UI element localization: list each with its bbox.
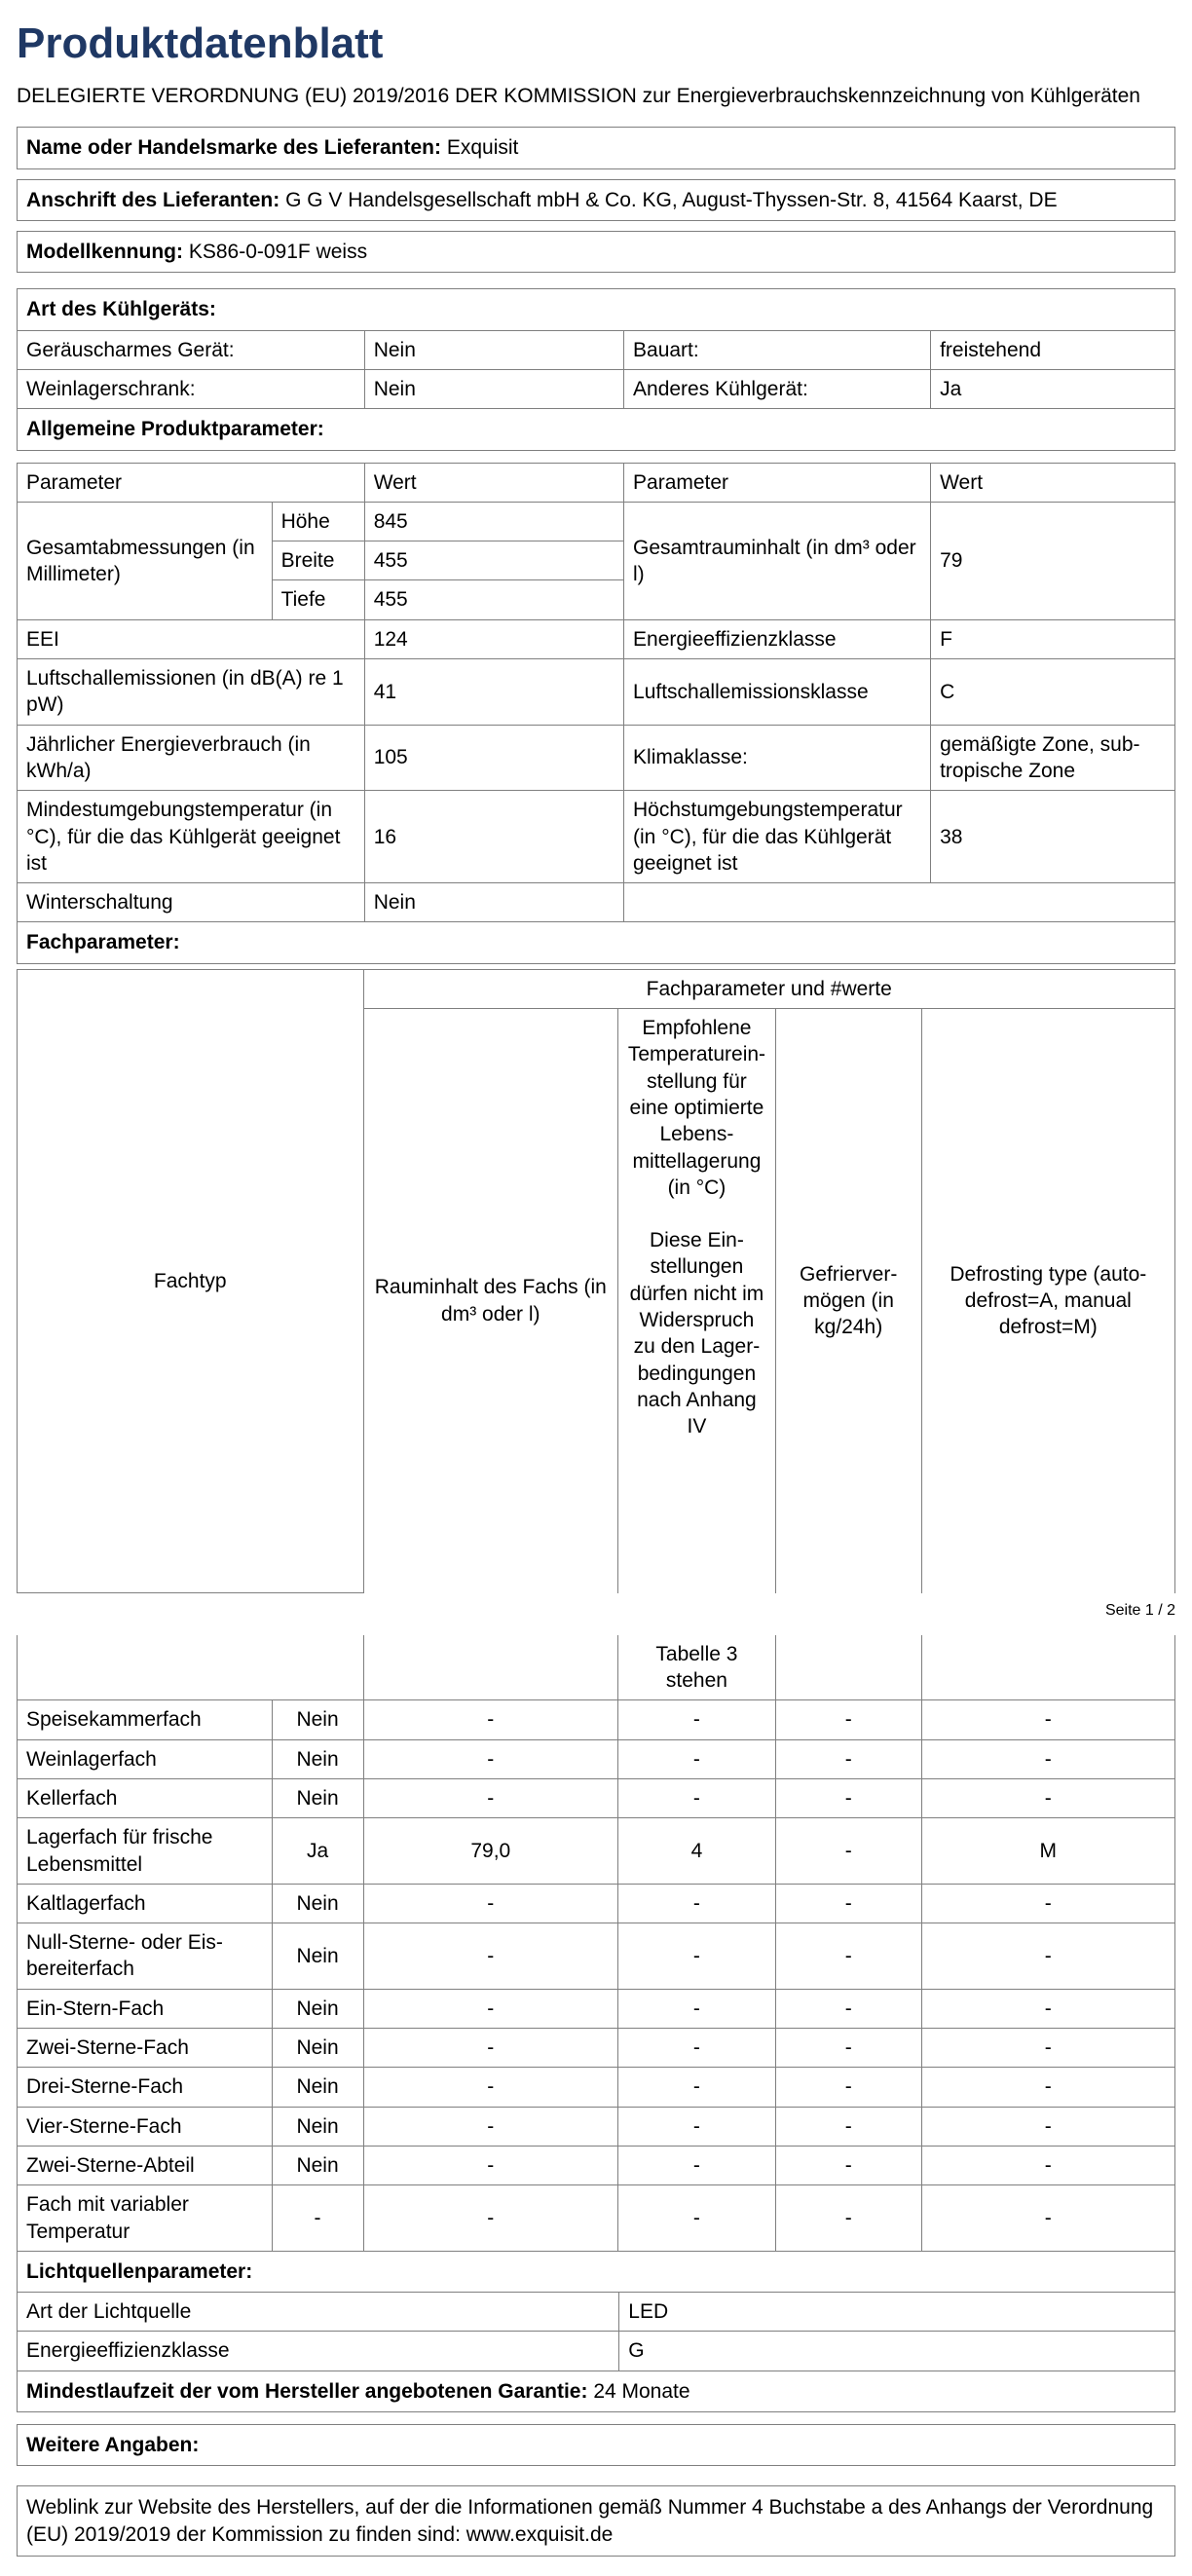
dimension-sub-label-cell: Tiefe xyxy=(272,580,364,619)
param-value-cell: gemäßigte Zone, subtropische Zone xyxy=(931,725,1175,791)
compartment-freeze-cell: - xyxy=(775,2068,921,2107)
empty-cell xyxy=(363,1635,618,1700)
compartment-defrost-cell: - xyxy=(921,1923,1174,1990)
compartment-temp-cell: - xyxy=(618,2107,776,2146)
dimension-sub-value-cell: 845 xyxy=(364,502,623,541)
temp-header-paragraph-2: Diese Einstellungen dürfen nicht im Widerspruch zu den Lagerbedingungen nach Anhang IV xyxy=(629,1229,764,1438)
compartment-temp-cell: 4 xyxy=(618,1818,776,1885)
light-param-label-cell: Art der Lichtquelle xyxy=(18,2293,619,2332)
device-type-value-cell: Nein xyxy=(364,369,623,408)
param-label-cell: EEI xyxy=(18,619,365,658)
compartment-volume-cell: - xyxy=(363,1884,618,1923)
compartment-temp-cell: - xyxy=(618,2185,776,2252)
compartment-present-cell: Nein xyxy=(272,2068,363,2107)
device-type-table xyxy=(17,330,1175,410)
guarantee-label: Mindestlaufzeit der vom Hersteller angebotenen Garantie: xyxy=(26,2379,588,2403)
compartment-temp-cell: - xyxy=(618,2068,776,2107)
col-header-wert: Wert xyxy=(931,463,1175,502)
compartment-freeze-cell: - xyxy=(775,1923,921,1990)
compartment-row xyxy=(18,1989,1175,2028)
compartment-volume-cell: - xyxy=(363,2146,618,2184)
dimension-sub-label-cell: Höhe xyxy=(272,502,364,541)
compartment-volume-cell: - xyxy=(363,1739,618,1778)
compartment-freeze-cell: - xyxy=(775,1739,921,1778)
compartment-defrost-cell: - xyxy=(921,1739,1174,1778)
compartment-row xyxy=(18,1700,1175,1739)
guarantee-value: 24 Monate xyxy=(593,2379,690,2403)
device-type-label-cell: Anderes Kühlgerät: xyxy=(624,369,931,408)
empty-cell xyxy=(18,1635,364,1700)
compartment-defrost-cell: - xyxy=(921,2068,1174,2107)
compartment-name-cell: Kaltlagerfach xyxy=(18,1884,273,1923)
light-param-label-cell: Energieeffizienzklasse xyxy=(18,2332,619,2371)
section-general-params: Allgemeine Produktparameter: xyxy=(17,408,1175,450)
compartment-row xyxy=(18,1923,1175,1990)
device-type-label-cell: Bauart: xyxy=(624,330,931,369)
light-param-value-cell: LED xyxy=(619,2293,1175,2332)
compartment-name-cell: Lagerfach für frische Lebensmittel xyxy=(18,1818,273,1885)
compartment-volume-cell: - xyxy=(363,1779,618,1818)
manufacturer-website-link[interactable]: www.exquisit.de xyxy=(466,2522,614,2546)
compartment-temp-cell: - xyxy=(618,1923,776,1990)
compartment-defrost-cell: M xyxy=(921,1818,1174,1885)
compartment-name-cell: Ein-Stern-Fach xyxy=(18,1989,273,2028)
compartment-temp-cell: - xyxy=(618,1779,776,1818)
model-id-row xyxy=(17,231,1175,273)
compartment-freeze-cell: - xyxy=(775,1700,921,1739)
supplier-address-label: Anschrift des Lieferanten: xyxy=(26,188,280,211)
compartment-volume-cell: - xyxy=(363,2185,618,2252)
compartment-name-cell: Vier-Sterne-Fach xyxy=(18,2107,273,2146)
compartment-name-cell: Null-Sterne- oder Eisbereiterfach xyxy=(18,1923,273,1990)
model-id-label: Modellkennung: xyxy=(26,241,183,264)
dimensions-row xyxy=(18,502,1175,541)
empty-cell xyxy=(775,1635,921,1700)
general-param-row xyxy=(18,619,1175,658)
compartment-row xyxy=(18,2185,1175,2252)
param-value-cell: 105 xyxy=(364,725,623,791)
compartment-defrost-cell: - xyxy=(921,2146,1174,2184)
compartment-present-cell: Nein xyxy=(272,1700,363,1739)
compartment-temp-cell: - xyxy=(618,1739,776,1778)
compartment-name-cell: Drei-Sterne-Fach xyxy=(18,2068,273,2107)
compartment-present-cell: Nein xyxy=(272,2146,363,2184)
compartment-volume-cell: - xyxy=(363,1989,618,2028)
compartment-present-cell: - xyxy=(272,2185,363,2252)
compartment-volume-cell: - xyxy=(363,2029,618,2068)
compartment-name-cell: Weinlagerfach xyxy=(18,1739,273,1778)
compartment-present-cell: Nein xyxy=(272,1989,363,2028)
compartment-temp-cell: - xyxy=(618,1700,776,1739)
compartment-name-cell: Speisekammerfach xyxy=(18,1700,273,1739)
general-params-header-row xyxy=(18,463,1175,502)
empty-cell xyxy=(921,1635,1174,1700)
compartment-present-cell: Ja xyxy=(272,1818,363,1885)
param-value-cell: 41 xyxy=(364,659,623,726)
device-type-value-cell: freistehend xyxy=(931,330,1175,369)
compartment-temp-cell: - xyxy=(618,1884,776,1923)
param-label-cell: Luftschallemissionen (in dB(A) re 1 pW) xyxy=(18,659,365,726)
dimension-sub-label-cell: Breite xyxy=(272,541,364,580)
param-label-cell: Höchstumgebungstemperatur (in °C), für die das Kühlgerät geeignet ist xyxy=(624,791,931,883)
compartment-freeze-cell: - xyxy=(775,2107,921,2146)
compartment-freeze-cell: - xyxy=(775,1989,921,2028)
general-param-row xyxy=(18,725,1175,791)
compartment-present-cell: Nein xyxy=(272,1923,363,1990)
compartment-defrost-cell: - xyxy=(921,1884,1174,1923)
compartment-temp-cell: - xyxy=(618,2029,776,2068)
supplier-address-value: G G V Handelsgesellschaft mbH & Co. KG, August-Thyssen-Str. 8, 41564 Kaarst, DE xyxy=(285,188,1058,211)
page-indicator: Seite 1 / 2 xyxy=(1104,1602,1175,1620)
compartment-defrost-cell: - xyxy=(921,2185,1174,2252)
col-header-gefriervermoegen: Gefriervermögen (in kg/24h) xyxy=(775,1009,921,1593)
compartment-present-cell: Nein xyxy=(272,2107,363,2146)
compartment-row xyxy=(18,2068,1175,2107)
param-value-cell: C xyxy=(931,659,1175,726)
compartment-freeze-cell: - xyxy=(775,2029,921,2068)
device-type-label-cell: Geräuscharmes Gerät: xyxy=(18,330,365,369)
compartment-row xyxy=(18,1884,1175,1923)
compartment-name-cell: Zwei-Sterne-Abteil xyxy=(18,2146,273,2184)
regulation-subtitle: DELEGIERTE VERORDNUNG (EU) 2019/2016 DER KOMMISSION zur Energieverbrauchskennzeichnung von Kühlgeräten xyxy=(17,85,1140,108)
param-label-cell: Jährlicher Energieverbrauch (in kWh/a) xyxy=(18,725,365,791)
group-header-fachparameter: Fachparameter und #werte xyxy=(363,969,1175,1008)
compartment-freeze-cell: - xyxy=(775,2185,921,2252)
compartment-present-cell: Nein xyxy=(272,1779,363,1818)
compartment-name-cell: Kellerfach xyxy=(18,1779,273,1818)
light-source-row xyxy=(18,2332,1175,2371)
light-source-row xyxy=(18,2293,1175,2332)
section-device-type: Art des Kühlgeräts: xyxy=(17,288,1175,330)
device-type-label-cell: Weinlagerschrank: xyxy=(18,369,365,408)
temp-header-paragraph-1: Empfohlene Temperatureinstellung für eine optimierte Lebensmittellagerung (in °C) xyxy=(627,1017,766,1199)
dimension-sub-value-cell: 455 xyxy=(364,580,623,619)
compartment-row xyxy=(18,2146,1175,2184)
compartment-row xyxy=(18,1779,1175,1818)
compartment-defrost-cell: - xyxy=(921,1779,1174,1818)
col-header-temperatur xyxy=(618,1009,776,1593)
compartment-freeze-cell: - xyxy=(775,1779,921,1818)
compartment-temp-cell: - xyxy=(618,1989,776,2028)
dimensions-label-cell: Gesamtabmessungen (in Millimeter) xyxy=(18,502,273,619)
compartment-present-cell: Nein xyxy=(272,1739,363,1778)
param-label-cell: Energieeffizienzklasse xyxy=(624,619,931,658)
model-id-value: KS86-0-091F weiss xyxy=(188,241,368,264)
col-header-parameter: Parameter xyxy=(624,463,931,502)
compartment-volume-cell: - xyxy=(363,1700,618,1739)
device-type-row xyxy=(18,330,1175,369)
param-value-cell: F xyxy=(931,619,1175,658)
general-params-table xyxy=(17,463,1175,923)
temp-header-paragraph-3: Tabelle 3 stehen xyxy=(618,1635,776,1700)
compartment-defrost-cell: - xyxy=(921,1700,1174,1739)
param-empty-cell xyxy=(624,883,1175,922)
compartment-row xyxy=(18,2029,1175,2068)
weblink-box xyxy=(17,2485,1175,2557)
compartments-header-continuation-row xyxy=(18,1635,1175,1700)
col-header-parameter: Parameter xyxy=(18,463,365,502)
light-param-value-cell: G xyxy=(619,2332,1175,2371)
weblink-text: Weblink zur Website des Herstellers, auf der die Informationen gemäß Nummer 4 Buchstabe a des Anhangs der Verordnung (EU) 2019/2019 der Kommission zu finden sind: xyxy=(26,2496,1154,2546)
compartments-group-header-row xyxy=(18,969,1175,1008)
device-type-value-cell: Ja xyxy=(931,369,1175,408)
param-value-cell: 38 xyxy=(931,791,1175,883)
compartment-defrost-cell: - xyxy=(921,2107,1174,2146)
page-break-band xyxy=(17,1593,1175,1635)
compartment-row xyxy=(18,1739,1175,1778)
col-header-wert: Wert xyxy=(364,463,623,502)
device-type-row xyxy=(18,369,1175,408)
light-source-table xyxy=(17,2292,1175,2371)
compartment-freeze-cell: - xyxy=(775,2146,921,2184)
compartment-row xyxy=(18,1818,1175,1885)
compartment-defrost-cell: - xyxy=(921,1989,1174,2028)
param-value-cell: 16 xyxy=(364,791,623,883)
compartment-name-cell: Fach mit variabler Temperatur xyxy=(18,2185,273,2252)
compartment-volume-cell: - xyxy=(363,2107,618,2146)
compartment-volume-cell: 79,0 xyxy=(363,1818,618,1885)
section-further-info: Weitere Angaben: xyxy=(17,2424,1175,2466)
compartment-freeze-cell: - xyxy=(775,1818,921,1885)
total-volume-label-cell: Gesamtrauminhalt (in dm³ oder l) xyxy=(624,502,931,619)
general-param-row xyxy=(18,791,1175,883)
compartments-header-table xyxy=(17,969,1175,1593)
dimension-sub-value-cell: 455 xyxy=(364,541,623,580)
section-compartments: Fachparameter: xyxy=(17,921,1175,963)
col-header-fachtyp: Fachtyp xyxy=(18,969,364,1592)
compartment-row xyxy=(18,2107,1175,2146)
param-label-cell: Luftschallemissionsklasse xyxy=(624,659,931,726)
param-label-cell: Mindestumgebungstemperatur (in °C), für die das Kühlgerät geeignet ist xyxy=(18,791,365,883)
compartment-volume-cell: - xyxy=(363,2068,618,2107)
col-header-rauminhalt: Rauminhalt des Fachs (in dm³ oder l) xyxy=(363,1009,618,1593)
section-light-source: Lichtquellenparameter: xyxy=(17,2251,1175,2293)
compartment-volume-cell: - xyxy=(363,1923,618,1990)
param-value-cell: Nein xyxy=(364,883,623,922)
general-param-row xyxy=(18,883,1175,922)
compartment-freeze-cell: - xyxy=(775,1884,921,1923)
col-header-defrosting-type: Defrosting type (auto-defrost=A, manual defrost=M) xyxy=(921,1009,1174,1593)
supplier-name-label: Name oder Handelsmarke des Lieferanten: xyxy=(26,136,441,160)
param-value-cell: 124 xyxy=(364,619,623,658)
supplier-address-row xyxy=(17,179,1175,221)
compartment-defrost-cell: - xyxy=(921,2029,1174,2068)
page-title: Produktdatenblatt xyxy=(17,19,384,67)
device-type-value-cell: Nein xyxy=(364,330,623,369)
guarantee-row xyxy=(17,2371,1175,2412)
supplier-name-value: Exquisit xyxy=(446,136,519,160)
total-volume-value-cell: 79 xyxy=(931,502,1175,619)
compartment-temp-cell: - xyxy=(618,2146,776,2184)
general-param-row xyxy=(18,659,1175,726)
compartment-present-cell: Nein xyxy=(272,1884,363,1923)
compartment-name-cell: Zwei-Sterne-Fach xyxy=(18,2029,273,2068)
supplier-name-row xyxy=(17,127,1175,168)
compartment-present-cell: Nein xyxy=(272,2029,363,2068)
compartments-data-table xyxy=(17,1635,1175,2252)
param-label-cell: Winterschaltung xyxy=(18,883,365,922)
param-label-cell: Klimaklasse: xyxy=(624,725,931,791)
